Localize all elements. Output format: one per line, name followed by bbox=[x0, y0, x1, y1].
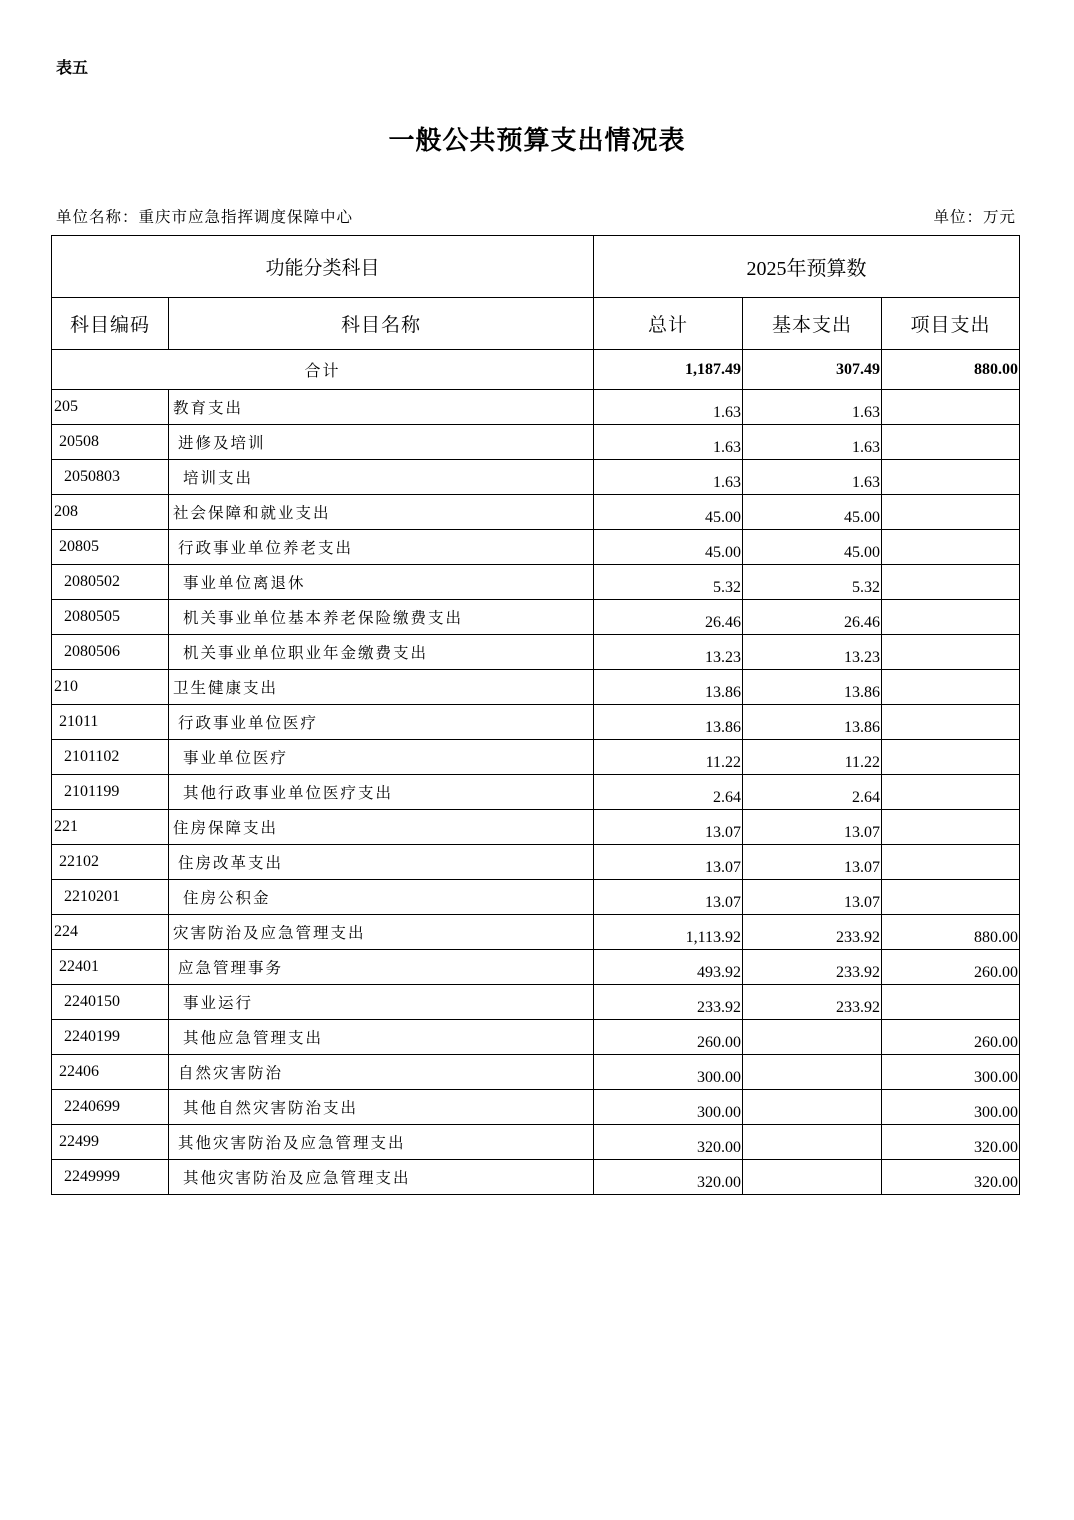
row-name: 其他灾害防治及应急管理支出 bbox=[169, 1125, 594, 1160]
row-name: 其他自然灾害防治支出 bbox=[169, 1090, 594, 1125]
row-code: 205 bbox=[52, 390, 169, 425]
row-project bbox=[882, 670, 1020, 705]
total-row bbox=[52, 350, 1020, 390]
row-project: 320.00 bbox=[882, 1125, 1020, 1160]
table-row bbox=[52, 635, 1020, 670]
row-code: 21011 bbox=[52, 705, 169, 740]
unit-of-measure: 单位：万元 bbox=[933, 208, 1016, 226]
total-total: 1,187.49 bbox=[594, 350, 743, 390]
row-total: 45.00 bbox=[594, 495, 743, 530]
table-row bbox=[52, 1055, 1020, 1090]
header-name: 科目名称 bbox=[169, 298, 594, 350]
header-functional-classification: 功能分类科目 bbox=[52, 236, 594, 298]
table-row bbox=[52, 740, 1020, 775]
row-name: 灾害防治及应急管理支出 bbox=[169, 915, 594, 950]
row-total: 1.63 bbox=[594, 425, 743, 460]
row-name: 社会保障和就业支出 bbox=[169, 495, 594, 530]
row-total: 13.07 bbox=[594, 810, 743, 845]
row-basic: 5.32 bbox=[743, 565, 882, 600]
row-project: 300.00 bbox=[882, 1090, 1020, 1125]
header-total: 总计 bbox=[594, 298, 743, 350]
row-code: 2210201 bbox=[52, 880, 169, 915]
row-code: 2080502 bbox=[52, 565, 169, 600]
row-project: 320.00 bbox=[882, 1160, 1020, 1195]
row-project bbox=[882, 390, 1020, 425]
table-row bbox=[52, 1090, 1020, 1125]
row-project bbox=[882, 740, 1020, 775]
table-row bbox=[52, 460, 1020, 495]
row-code: 210 bbox=[52, 670, 169, 705]
row-project bbox=[882, 460, 1020, 495]
row-basic: 13.07 bbox=[743, 810, 882, 845]
row-total: 5.32 bbox=[594, 565, 743, 600]
row-basic bbox=[743, 1020, 882, 1055]
row-total: 493.92 bbox=[594, 950, 743, 985]
row-name: 事业单位离退休 bbox=[169, 565, 594, 600]
row-name: 进修及培训 bbox=[169, 425, 594, 460]
table-row bbox=[52, 985, 1020, 1020]
header-basic: 基本支出 bbox=[743, 298, 882, 350]
row-name: 机关事业单位基本养老保险缴费支出 bbox=[169, 600, 594, 635]
table-row bbox=[52, 1125, 1020, 1160]
row-name: 卫生健康支出 bbox=[169, 670, 594, 705]
row-project bbox=[882, 775, 1020, 810]
row-basic bbox=[743, 1160, 882, 1195]
row-project: 880.00 bbox=[882, 915, 1020, 950]
row-name: 其他灾害防治及应急管理支出 bbox=[169, 1160, 594, 1195]
table-row bbox=[52, 845, 1020, 880]
row-code: 2240199 bbox=[52, 1020, 169, 1055]
table-row bbox=[52, 915, 1020, 950]
row-name: 住房公积金 bbox=[169, 880, 594, 915]
row-basic: 233.92 bbox=[743, 915, 882, 950]
row-total: 11.22 bbox=[594, 740, 743, 775]
row-basic: 45.00 bbox=[743, 530, 882, 565]
row-total: 13.07 bbox=[594, 880, 743, 915]
row-code: 2101102 bbox=[52, 740, 169, 775]
header-row-columns bbox=[52, 298, 1020, 350]
header-project: 项目支出 bbox=[882, 298, 1020, 350]
table-row bbox=[52, 810, 1020, 845]
row-project bbox=[882, 495, 1020, 530]
total-label: 合计 bbox=[52, 350, 594, 390]
row-name: 住房保障支出 bbox=[169, 810, 594, 845]
row-basic: 1.63 bbox=[743, 460, 882, 495]
row-code: 2101199 bbox=[52, 775, 169, 810]
table-row bbox=[52, 775, 1020, 810]
row-name: 行政事业单位医疗 bbox=[169, 705, 594, 740]
page-title: 一般公共预算支出情况表 bbox=[388, 126, 686, 156]
row-project: 260.00 bbox=[882, 1020, 1020, 1055]
budget-table bbox=[51, 235, 1020, 1195]
row-name: 机关事业单位职业年金缴费支出 bbox=[169, 635, 594, 670]
table-row bbox=[52, 495, 1020, 530]
row-total: 13.23 bbox=[594, 635, 743, 670]
row-total: 260.00 bbox=[594, 1020, 743, 1055]
table-label: 表五 bbox=[56, 58, 89, 77]
row-total: 13.86 bbox=[594, 670, 743, 705]
row-name: 行政事业单位养老支出 bbox=[169, 530, 594, 565]
row-total: 300.00 bbox=[594, 1090, 743, 1125]
row-code: 22401 bbox=[52, 950, 169, 985]
row-basic bbox=[743, 1090, 882, 1125]
row-basic: 1.63 bbox=[743, 390, 882, 425]
row-project bbox=[882, 880, 1020, 915]
row-code: 2050803 bbox=[52, 460, 169, 495]
row-basic: 45.00 bbox=[743, 495, 882, 530]
row-total: 13.86 bbox=[594, 705, 743, 740]
row-basic: 233.92 bbox=[743, 985, 882, 1020]
row-total: 233.92 bbox=[594, 985, 743, 1020]
row-code: 20805 bbox=[52, 530, 169, 565]
row-code: 2080505 bbox=[52, 600, 169, 635]
row-basic: 233.92 bbox=[743, 950, 882, 985]
row-code: 208 bbox=[52, 495, 169, 530]
row-basic bbox=[743, 1055, 882, 1090]
row-total: 1,113.92 bbox=[594, 915, 743, 950]
row-basic: 13.07 bbox=[743, 880, 882, 915]
row-code: 2240699 bbox=[52, 1090, 169, 1125]
row-name: 其他应急管理支出 bbox=[169, 1020, 594, 1055]
row-code: 2249999 bbox=[52, 1160, 169, 1195]
table-row bbox=[52, 530, 1020, 565]
row-code: 2080506 bbox=[52, 635, 169, 670]
row-project bbox=[882, 635, 1020, 670]
row-code: 2240150 bbox=[52, 985, 169, 1020]
row-name: 其他行政事业单位医疗支出 bbox=[169, 775, 594, 810]
row-project bbox=[882, 810, 1020, 845]
row-project bbox=[882, 565, 1020, 600]
row-code: 224 bbox=[52, 915, 169, 950]
total-basic: 307.49 bbox=[743, 350, 882, 390]
row-total: 1.63 bbox=[594, 460, 743, 495]
row-total: 1.63 bbox=[594, 390, 743, 425]
row-project bbox=[882, 530, 1020, 565]
row-name: 事业运行 bbox=[169, 985, 594, 1020]
row-project bbox=[882, 845, 1020, 880]
row-code: 22102 bbox=[52, 845, 169, 880]
row-total: 13.07 bbox=[594, 845, 743, 880]
row-basic: 11.22 bbox=[743, 740, 882, 775]
total-project: 880.00 bbox=[882, 350, 1020, 390]
row-total: 300.00 bbox=[594, 1055, 743, 1090]
header-row-groups bbox=[52, 236, 1020, 298]
row-name: 应急管理事务 bbox=[169, 950, 594, 985]
table-row bbox=[52, 425, 1020, 460]
row-basic: 1.63 bbox=[743, 425, 882, 460]
header-budget-2025: 2025年预算数 bbox=[594, 236, 1020, 298]
row-project: 260.00 bbox=[882, 950, 1020, 985]
row-total: 320.00 bbox=[594, 1125, 743, 1160]
row-basic bbox=[743, 1125, 882, 1160]
row-code: 22499 bbox=[52, 1125, 169, 1160]
table-row bbox=[52, 880, 1020, 915]
row-total: 45.00 bbox=[594, 530, 743, 565]
row-basic: 2.64 bbox=[743, 775, 882, 810]
row-project bbox=[882, 705, 1020, 740]
table-row bbox=[52, 1160, 1020, 1195]
row-total: 2.64 bbox=[594, 775, 743, 810]
table-row bbox=[52, 565, 1020, 600]
header-code: 科目编码 bbox=[52, 298, 169, 350]
row-project bbox=[882, 425, 1020, 460]
row-basic: 13.23 bbox=[743, 635, 882, 670]
row-code: 221 bbox=[52, 810, 169, 845]
row-name: 教育支出 bbox=[169, 390, 594, 425]
unit-name: 单位名称：重庆市应急指挥调度保障中心 bbox=[56, 208, 354, 226]
row-total: 320.00 bbox=[594, 1160, 743, 1195]
row-project bbox=[882, 600, 1020, 635]
table-row bbox=[52, 670, 1020, 705]
table-row bbox=[52, 390, 1020, 425]
row-basic: 26.46 bbox=[743, 600, 882, 635]
table-row bbox=[52, 600, 1020, 635]
row-name: 自然灾害防治 bbox=[169, 1055, 594, 1090]
row-basic: 13.07 bbox=[743, 845, 882, 880]
row-code: 22406 bbox=[52, 1055, 169, 1090]
row-code: 20508 bbox=[52, 425, 169, 460]
row-basic: 13.86 bbox=[743, 705, 882, 740]
row-name: 事业单位医疗 bbox=[169, 740, 594, 775]
table-row bbox=[52, 950, 1020, 985]
row-basic: 13.86 bbox=[743, 670, 882, 705]
row-name: 住房改革支出 bbox=[169, 845, 594, 880]
table-row bbox=[52, 705, 1020, 740]
row-name: 培训支出 bbox=[169, 460, 594, 495]
row-total: 26.46 bbox=[594, 600, 743, 635]
row-project bbox=[882, 985, 1020, 1020]
row-project: 300.00 bbox=[882, 1055, 1020, 1090]
table-row bbox=[52, 1020, 1020, 1055]
